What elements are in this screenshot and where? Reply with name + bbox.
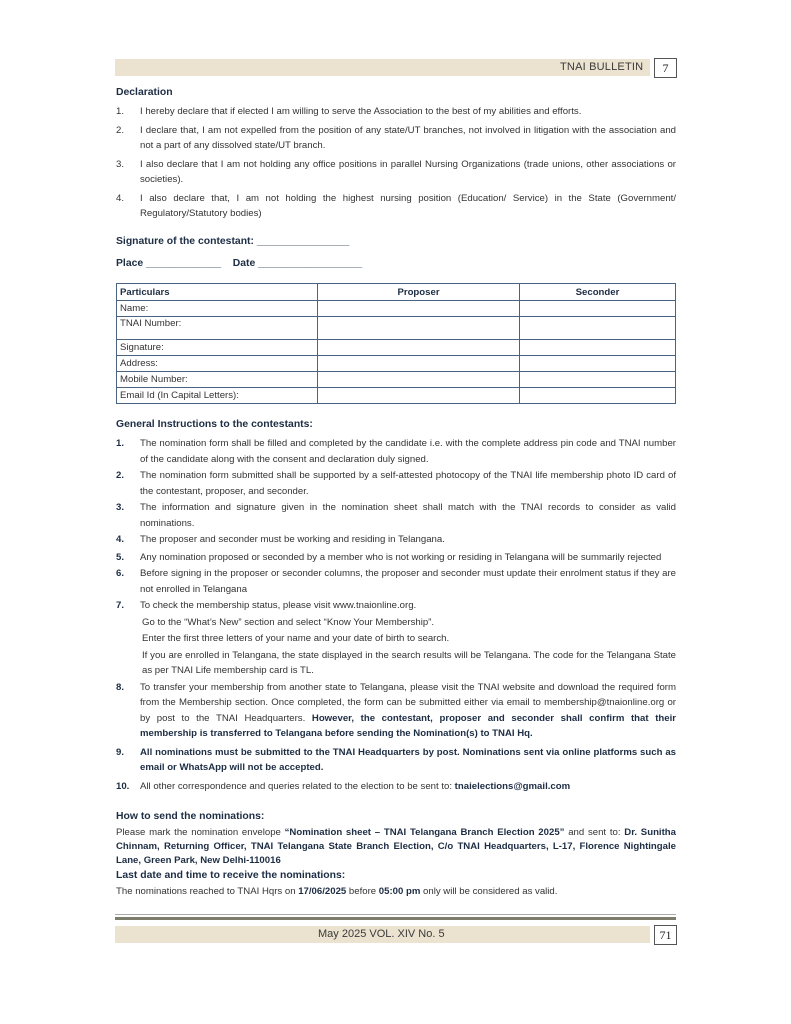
instruction-item: 4. The proposer and seconder must be working and residing in Telangana. bbox=[116, 534, 445, 545]
seconder-cell[interactable] bbox=[520, 372, 676, 388]
particulars-table bbox=[116, 283, 676, 404]
instructions-list bbox=[116, 436, 676, 794]
page-number: 7 bbox=[654, 58, 677, 78]
table-row bbox=[117, 388, 676, 404]
instruction-item: 10. All other correspondence and queries related to the election to be sent to: tnaielections@gmail.com bbox=[116, 780, 571, 792]
column-header: Seconder bbox=[520, 284, 676, 301]
declaration-title: Declaration bbox=[116, 87, 173, 98]
issue-info: May 2025 VOL. XIV No. 5 bbox=[318, 928, 445, 940]
instruction-item: 9. All nominations must be submitted to the TNAI Headquarters by post. Nominations sent via online platforms such as email or WhatsApp will not be accepted. bbox=[116, 746, 676, 773]
row-label: Address: bbox=[117, 356, 318, 372]
proposer-cell[interactable] bbox=[318, 356, 520, 372]
proposer-cell[interactable] bbox=[318, 372, 520, 388]
instruction-item: 8. To transfer your membership from another state to Telangana, please visit the TNAI website and download the required form from the Membership section. Once completed, the form can be submitted either via email to membership@tnaionline.org or by post to the TNAI Headquarters. However, the contestant, proposer and seconder shall confirm that their membership is transferred to Telangana before sending the Nomination(s) to TNAI Hq. bbox=[116, 681, 676, 739]
seconder-cell[interactable] bbox=[520, 388, 676, 404]
returning-officer-address: Dr. Sunitha Chinnam, Returning Officer, TNAI Telangana State Branch Election, C/o TNAI Headquarters, L-17, Florence Nightingale Lane, Green Park, New Delhi-110016 bbox=[116, 827, 676, 866]
instruction-item: 6. Before signing in the proposer or seconder columns, the proposer and seconder must update their enrolment status if they are not enrolled in Telangana bbox=[116, 568, 676, 595]
bulletin-title: TNAI BULLETIN bbox=[560, 61, 644, 73]
instruction-item: 5. Any nomination proposed or seconded by a member who is not working or residing in Telangana will be summarily rejected bbox=[116, 551, 662, 563]
date-field: Date __________________ bbox=[232, 258, 363, 269]
signature-line: Signature of the contestant: ________________ bbox=[116, 236, 350, 247]
instruction-item: 7. To check the membership status, please visit www.tnaionline.org. bbox=[116, 600, 417, 611]
how-to-send-text: Please mark the nomination envelope “Nomination sheet – TNAI Telangana Branch Election 2025” and sent to: Dr. Sunitha Chinnam, Returning Officer, TNAI Telangana State Branch Election, C/o TNAI Headquarters, L-17, Florence Nightingale Lane, Green Park, New Delhi-110016 bbox=[116, 827, 676, 866]
declaration-list bbox=[116, 104, 676, 222]
place-field: Place _____________ bbox=[116, 258, 222, 269]
place-date-line bbox=[116, 258, 362, 269]
row-label: Mobile Number: bbox=[117, 372, 318, 388]
proposer-cell[interactable] bbox=[318, 388, 520, 404]
proposer-cell[interactable] bbox=[318, 301, 520, 317]
column-header: Proposer bbox=[318, 284, 520, 301]
instruction-item: 3. The information and signature given in the nomination sheet shall match with the TNAI records to consider as valid nominations. bbox=[116, 502, 676, 529]
table-row bbox=[117, 340, 676, 356]
seconder-cell[interactable] bbox=[520, 317, 676, 340]
instructions-title: General Instructions to the contestants: bbox=[116, 419, 313, 430]
last-date-title: Last date and time to receive the nominations: bbox=[116, 870, 346, 881]
row-label: Signature: bbox=[117, 340, 318, 356]
seconder-cell[interactable] bbox=[520, 301, 676, 317]
table-row bbox=[117, 356, 676, 372]
election-email-link[interactable]: tnaielections@gmail.com bbox=[454, 780, 571, 792]
seconder-cell[interactable] bbox=[520, 340, 676, 356]
declaration-item: 4. I also declare that, I am not holding the highest nursing position (Education/ Service) in the State (Government/ Regulatory/Statutory bodies) bbox=[116, 192, 676, 219]
proposer-cell[interactable] bbox=[318, 340, 520, 356]
instruction-subtext: Enter the first three letters of your name and your date of birth to search. bbox=[142, 633, 450, 644]
row-label: Name: bbox=[117, 301, 318, 317]
declaration-item: 3. I also declare that I am not holding any office positions in parallel Nursing Organizations (trade unions, other associations or societies). bbox=[116, 158, 676, 185]
table-row bbox=[117, 301, 676, 317]
column-header: Particulars bbox=[117, 284, 318, 301]
footer-rule-thick bbox=[115, 917, 676, 920]
row-label: TNAI Number: bbox=[117, 317, 318, 340]
instruction-item: 1. The nomination form shall be filled and completed by the candidate i.e. with the complete address pin code and TNAI number of the candidate along with the consent and declaration duly signed. bbox=[116, 438, 676, 465]
last-date-text: The nominations reached to TNAI Hqrs on 17/06/2025 before 05:00 pm only will be considered as valid. bbox=[116, 886, 558, 897]
instruction-subtext: If you are enrolled in Telangana, the state displayed in the search results will be Telangana. The code for the Telangana State as per TNAI Life membership card is TL. bbox=[142, 649, 676, 676]
table-row bbox=[117, 317, 676, 340]
table-row bbox=[117, 372, 676, 388]
declaration-item: 2. I declare that, I am not expelled from the position of any state/UT branches, not involved in litigation with the association and not a part of any dissolved state/UT branch. bbox=[116, 124, 676, 151]
proposer-cell[interactable] bbox=[318, 317, 520, 340]
instruction-subtext: Go to the “What’s New” section and select “Know Your Membership”. bbox=[142, 616, 435, 628]
instruction-item: 2. The nomination form submitted shall be supported by a self-attested photocopy of the TNAI life membership photo ID card of the contestant, proposer, and seconder. bbox=[116, 470, 676, 497]
footer-page-number: 71 bbox=[654, 925, 677, 945]
table-header-row bbox=[117, 284, 676, 301]
footer-rule bbox=[115, 914, 676, 915]
row-label: Email Id (In Capital Letters): bbox=[117, 388, 318, 404]
declaration-item: 1. I hereby declare that if elected I am willing to serve the Association to the best of my abilities and efforts. bbox=[116, 106, 582, 117]
how-to-send-title: How to send the nominations: bbox=[116, 811, 265, 822]
seconder-cell[interactable] bbox=[520, 356, 676, 372]
